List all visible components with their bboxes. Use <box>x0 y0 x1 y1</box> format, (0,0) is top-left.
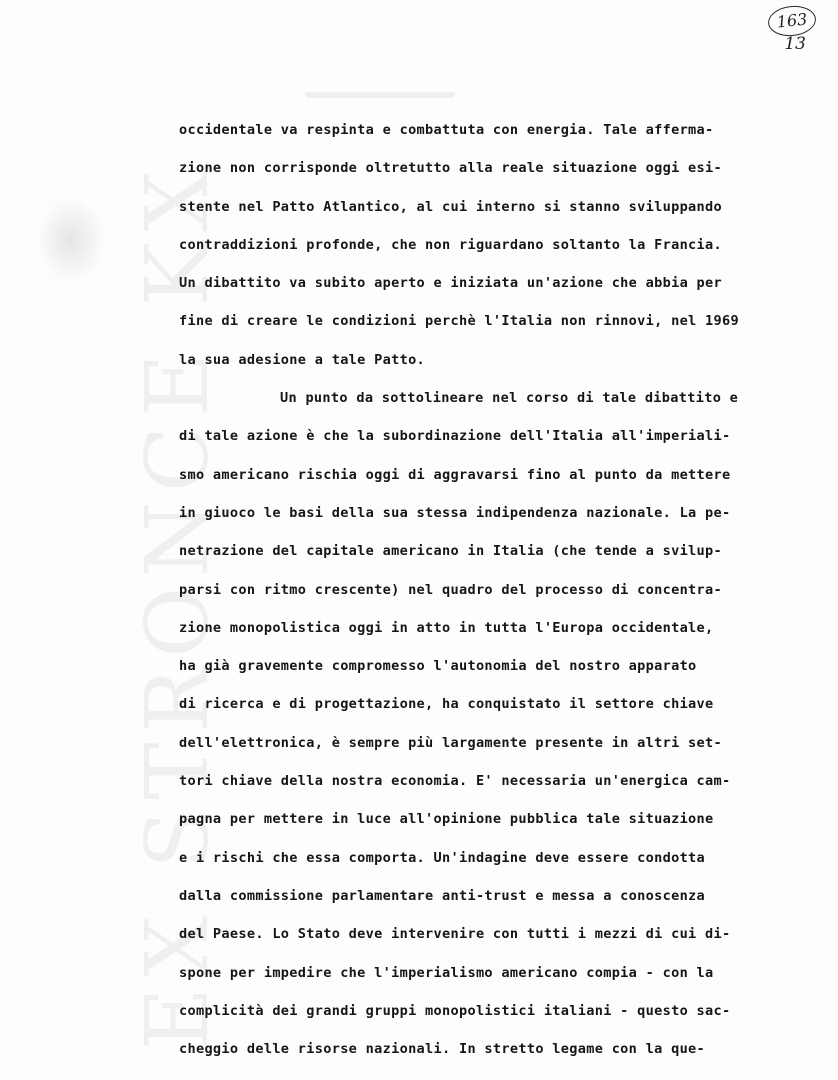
text-line: complicità dei grandi gruppi monopolistici italiani - questo sac- <box>179 1002 731 1019</box>
text-line: di ricerca e di progettazione, ha conquistato il settore chiave <box>179 696 714 713</box>
text-line: cheggio delle risorse nazionali. In stretto legame con la que- <box>179 1041 706 1058</box>
text-line: dalla commissione parlamentare anti-trust e messa a conoscenza <box>179 887 706 904</box>
text-line: fine di creare le condizioni perchè l'Italia non rinnovi, nel 1969 <box>179 313 739 330</box>
page-number-mark <box>760 4 820 60</box>
bleed-through-text: EX STRONCE KX <box>128 160 228 1050</box>
text-line: occidentale va respinta e combattuta con energia. Tale afferma- <box>179 122 714 138</box>
text-line: stente nel Patto Atlantico, al cui interno si stanno sviluppando <box>179 198 722 215</box>
text-line: parsi con ritmo crescente) nel quadro del processo di concentra- <box>179 581 722 598</box>
handwritten-page-number: 13 <box>784 34 806 54</box>
paragraph <box>179 379 819 1068</box>
text-line: del Paese. Lo Stato deve intervenire con tutti i mezzi di cui di- <box>179 926 731 943</box>
text-line: smo americano rischia oggi di aggravarsi fino al punto da mettere <box>179 466 731 483</box>
text-line: pagna per mettere in luce all'opinione pubblica tale situazione <box>179 811 714 828</box>
text-line: tori chiave della nostra economia. E' necessaria un'energica cam- <box>179 773 731 790</box>
text-line: dell'elettronica, è sempre più largamente presente in altri set- <box>179 734 722 751</box>
typed-text-body <box>179 111 819 1068</box>
text-line: ha già gravemente compromesso l'autonomia del nostro apparato <box>179 658 697 675</box>
text-line: Un dibattito va subito aperto e iniziata un'azione che abbia per <box>179 275 722 292</box>
text-line: di tale azione è che la subordinazione dell'Italia all'imperiali- <box>179 428 731 445</box>
text-line: netrazione del capitale americano in Italia (che tende a svilup- <box>179 543 722 560</box>
text-line: e i rischi che essa comporta. Un'indagine deve essere condotta <box>179 849 706 866</box>
text-line: in giuoco le basi della sua stessa indipendenza nazionale. La pe- <box>179 504 731 521</box>
margin-bleed-through <box>28 20 228 1070</box>
top-faint-mark <box>305 92 455 98</box>
circled-page-number: 163 <box>767 4 818 39</box>
margin-smudge <box>36 195 106 285</box>
text-line: zione non corrisponde oltretutto alla reale situazione oggi esi- <box>179 160 722 177</box>
text-line: la sua adesione a tale Patto. <box>179 351 426 368</box>
text-line: Un punto da sottolineare nel corso di tale dibattito e <box>280 390 739 407</box>
paragraph <box>179 111 819 379</box>
text-line: contraddizioni profonde, che non riguardano soltanto la Francia. <box>179 236 722 253</box>
text-line: zione monopolistica oggi in atto in tutta l'Europa occidentale, <box>179 619 714 636</box>
text-line: spone per impedire che l'imperialismo americano compia - con la <box>179 964 714 981</box>
